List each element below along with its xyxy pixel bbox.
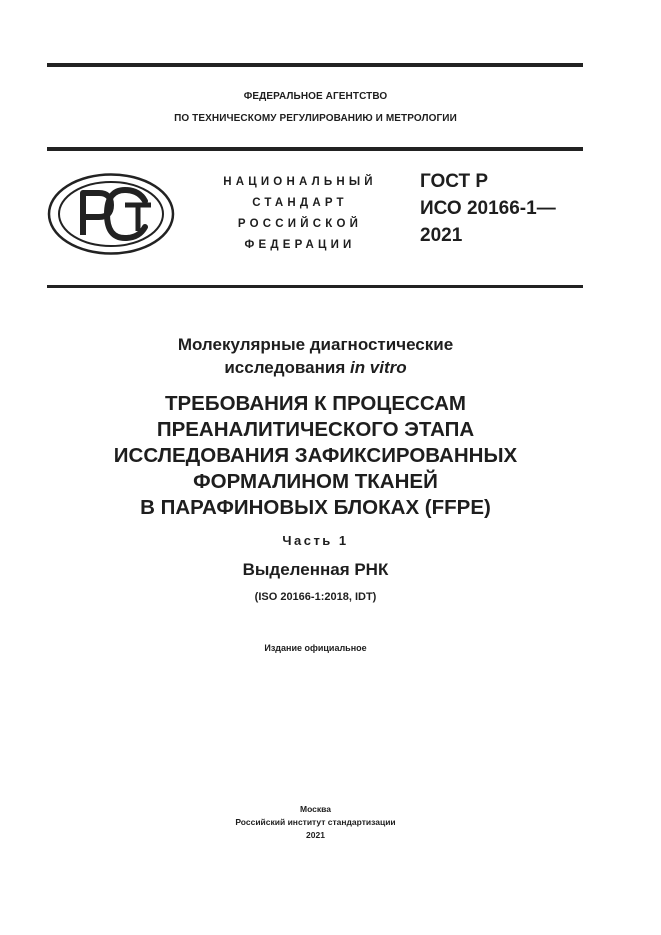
title-line: ТРЕБОВАНИЯ К ПРОЦЕССАМ — [164, 392, 467, 415]
iso-reference: (ISO 20166-1:2018, IDT) — [254, 591, 377, 603]
document-title — [0, 391, 631, 521]
standard-code-line: ИСО 20166-1— — [420, 198, 556, 219]
national-line: РОССИЙСКОЙ — [237, 218, 363, 230]
footer-city: Москва — [300, 804, 331, 814]
title-block-rule — [47, 285, 583, 288]
footer-institute: Российский институт стандартизации — [235, 817, 396, 827]
title-line: ПРЕАНАЛИТИЧЕСКОГО ЭТАПА — [156, 418, 475, 441]
part-subtitle: Выделенная РНК — [242, 560, 389, 579]
standard-code — [420, 168, 556, 249]
national-line: СТАНДАРТ — [252, 197, 348, 209]
national-line: ФЕДЕРАЦИИ — [244, 239, 356, 251]
national-line: НАЦИОНАЛЬНЫЙ — [223, 176, 377, 188]
title-line: В ПАРАФИНОВЫХ БЛОКАХ (FFPE) — [140, 496, 491, 519]
agency-name-line-2: ПО ТЕХНИЧЕСКОМУ РЕГУЛИРОВАНИЮ И МЕТРОЛОГИИ — [174, 113, 457, 124]
part-label: Часть 1 — [282, 533, 349, 548]
title-line: ИССЛЕДОВАНИЯ ЗАФИКСИРОВАННЫХ — [113, 444, 518, 467]
footer-year: 2021 — [306, 830, 325, 840]
pretitle-prefix: исследования — [224, 358, 350, 377]
header-rule — [47, 147, 583, 151]
pretitle-italic: in vitro — [349, 358, 407, 377]
standard-code-line: 2021 — [420, 225, 463, 246]
edition-note: Издание официальное — [264, 643, 367, 653]
national-standard-block — [200, 172, 400, 256]
standard-code-line: ГОСТ Р — [420, 171, 489, 192]
pretitle — [0, 333, 631, 379]
pretitle-line-2 — [0, 356, 631, 379]
rst-certification-mark-icon — [47, 173, 175, 255]
agency-name-line-1: ФЕДЕРАЛЬНОЕ АГЕНТСТВО — [243, 91, 388, 102]
title-line: ФОРМАЛИНОМ ТКАНЕЙ — [193, 470, 438, 493]
publisher-footer — [0, 803, 631, 842]
top-rule — [47, 63, 583, 67]
pretitle-line-1: Молекулярные диагностические — [177, 335, 454, 354]
